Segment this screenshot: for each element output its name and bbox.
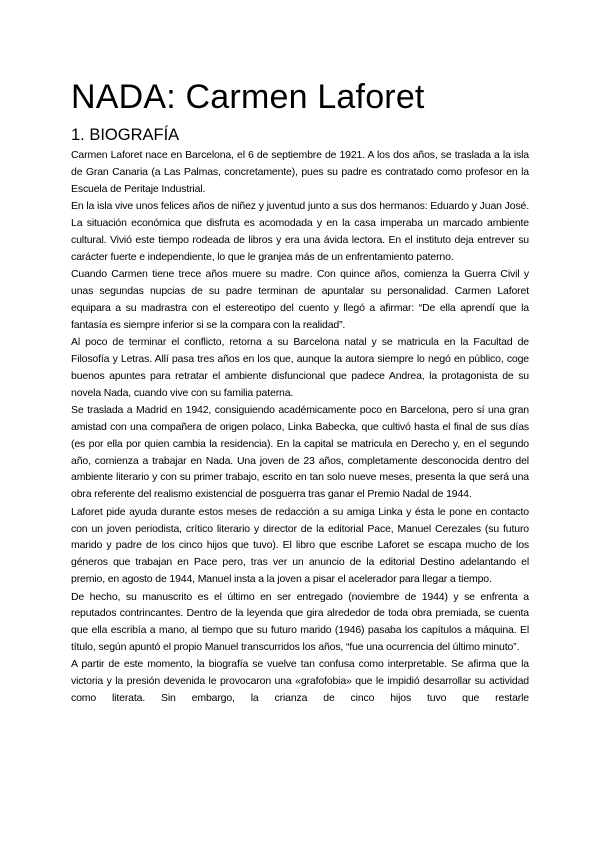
paragraph-6: Laforet pide ayuda durante estos meses de redacción a su amiga Linka y ésta le pone en contacto con un joven periodista, crítico literario y director de la editorial Pace, Manuel Cerezales (su futuro marido y padre de los cinco hijos que tuvo). El libro que escribe Laforet se escapa mucho de los géneros que trabajan en Pace pero, tras ver un anuncio de la editorial Destino adelantando el premio, en agosto de 1944, Manuel insta a la joven a pisar el acelerador para llegar a tiempo. bbox=[71, 505, 529, 586]
paragraph-1: Carmen Laforet nace en Barcelona, el 6 de septiembre de 1921. A los dos años, se traslada a la isla de Gran Canaria (a Las Palmas, concretamente), pues su padre es contratado como profesor en la Escuela de Peritaje Industrial. bbox=[71, 149, 529, 195]
paragraph-8: A partir de este momento, la biografía se vuelve tan confusa como interpretable. Se afirma que la victoria y la presión devenida le provocaron una «grafofobia» que le impidió desarrollar su actividad como literata. Sin embargo, la crianza de cinco hijos tuvo que restarle bbox=[71, 658, 529, 705]
paragraph-5: Se traslada a Madrid en 1942, consiguiendo académicamente poco en Barcelona, pero sí una gran amistad con una compañera de origen polaco, Linka Babecka, que cultivó hasta el final de sus días (es por ella por quien cambia la residencia). En la capital se matricula en Derecho y, en el segundo año, comienza a trabajar en Nada. Una joven de 23 años, completamente desconocida dentro del ambiente literario y con su primer trabajo, escrito en tan solo nueve meses, presenta la que será una obra referente del realismo existencial de posguerra tras ganar el Premio Nadal de 1944. bbox=[71, 404, 529, 501]
paragraph-3: Cuando Carmen tiene trece años muere su madre. Con quince años, comienza la Guerra Civil y unas segundas nupcias de su padre terminan de apuntalar su personalidad. Carmen Laforet equipara a su madrastra con el estereotipo del cuento y llegó a afirmar: “De ella aprendí que la fantasía es siempre inferior si se la compara con la realidad”. bbox=[71, 268, 529, 331]
document-title: NADA: Carmen Laforet bbox=[71, 78, 425, 116]
paragraph-4: Al poco de terminar el conflicto, retorna a su Barcelona natal y se matricula en la Facultad de Filosofía y Letras. Allí pasa tres años en los que, aunque la autora siempre lo negó en público, coge buenos apuntes para retratar el ambiente disfuncional que padece Andrea, la protagonista de su novela Nada, cuando vive con su familia paterna. bbox=[71, 336, 529, 399]
section-heading: 1. BIOGRAFÍA bbox=[71, 126, 180, 144]
paragraph-2: En la isla vive unos felices años de niñez y juventud junto a sus dos hermanos: Eduardo y Juan José. La situación económica que disfruta es acomodada y en la casa imperaba un marcado ambiente cultural. Vivió este tiempo rodeada de libros y era una ávida lectora. En el instituto deja entrever su carácter fuerte e independiente, lo que le granjea más de un enfrentamiento paterno. bbox=[71, 200, 529, 263]
document-body bbox=[71, 147, 529, 708]
paragraph-7: De hecho, su manuscrito es el último en ser entregado (noviembre de 1944) y se enfrenta a reputados contrincantes. Dentro de la leyenda que gira alrededor de toda obra premiada, se cuenta que ella escribía a mano, al tiempo que su futuro marido (1946) pasaba los capítulos a máquina. El título, según apuntó el propio Manuel transcurridos los años, “fue una ocurrencia del último minuto”. bbox=[71, 590, 529, 654]
